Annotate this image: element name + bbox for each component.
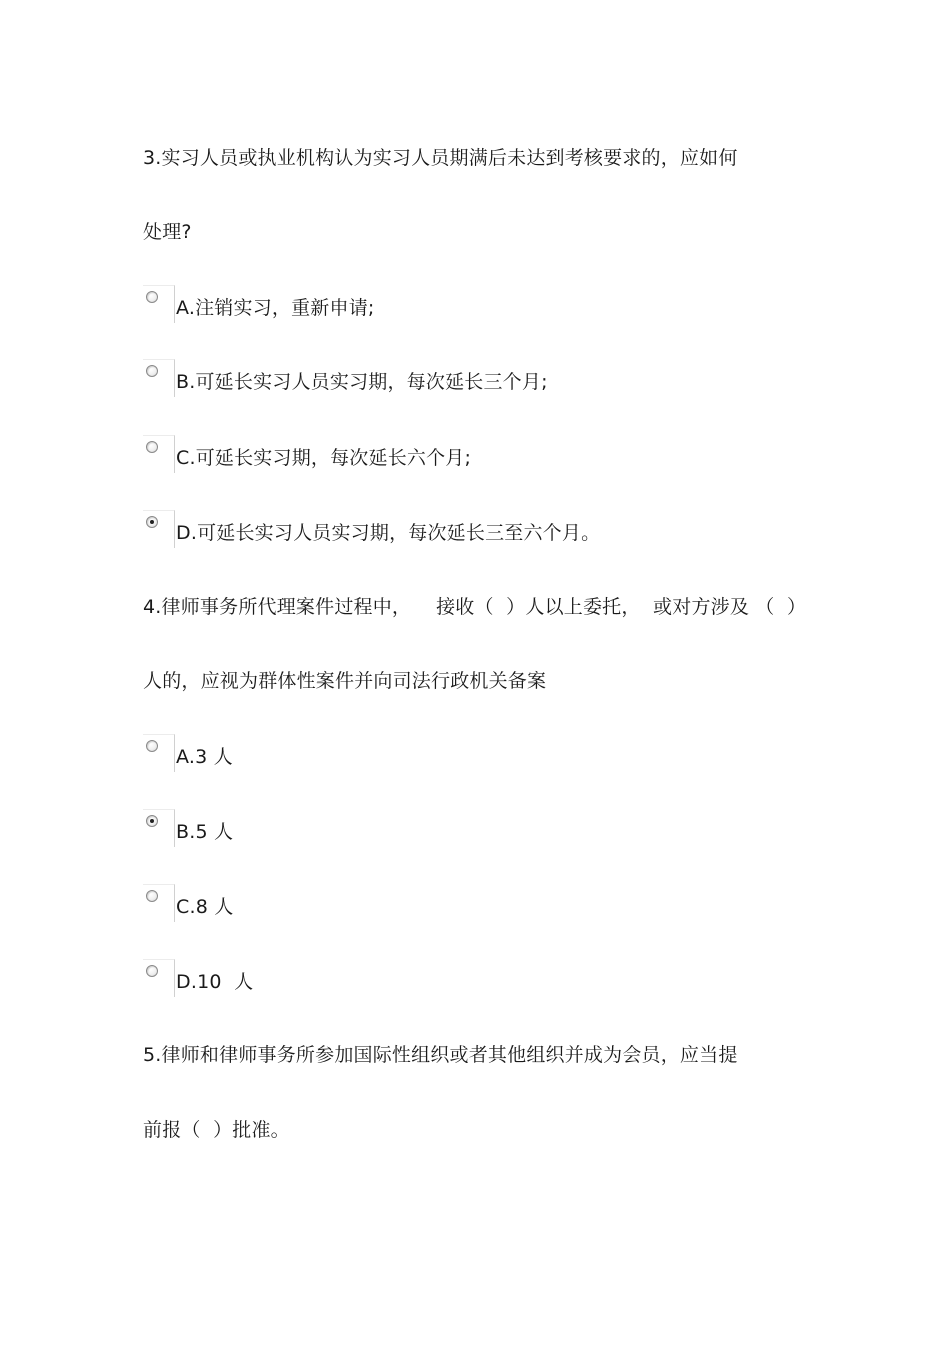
radio-button-q3-d[interactable] <box>146 516 158 528</box>
question-3-text-line-1: 3.实习人员或执业机构认为实习人员期满后未达到考核要求的，应如何 <box>143 147 738 169</box>
option-frame <box>143 359 175 397</box>
question-3-option-a[interactable] <box>143 285 743 325</box>
radio-button-q3-c[interactable] <box>146 441 158 453</box>
option-frame <box>143 884 175 922</box>
radio-button-q4-d[interactable] <box>146 965 158 977</box>
question-4-text-line-2: 人的，应视为群体性案件并向司法行政机关备案 <box>143 670 547 692</box>
option-frame <box>143 734 175 772</box>
option-label: D.可延长实习人员实习期，每次延长三至六个月。 <box>176 522 601 544</box>
option-label: C.可延长实习期，每次延长六个月; <box>176 447 472 469</box>
option-frame <box>143 510 175 548</box>
question-3-option-b[interactable] <box>143 359 743 399</box>
question-3-text-line-2: 处理? <box>143 221 192 243</box>
option-label: C.8 人 <box>176 896 234 918</box>
question-4-option-b[interactable] <box>143 809 743 849</box>
option-frame <box>143 809 175 847</box>
option-label: D.10 人 <box>176 971 254 993</box>
radio-button-q4-c[interactable] <box>146 890 158 902</box>
radio-button-q4-b[interactable] <box>146 815 158 827</box>
option-label: B.5 人 <box>176 821 234 843</box>
radio-button-q4-a[interactable] <box>146 740 158 752</box>
question-5-text-line-2: 前报（ ）批准。 <box>143 1119 290 1141</box>
option-frame <box>143 435 175 473</box>
option-label: A.注销实习，重新申请; <box>176 297 375 319</box>
radio-button-q3-b[interactable] <box>146 365 158 377</box>
question-5-text-line-1: 5.律师和律师事务所参加国际性组织或者其他组织并成为会员，应当提 <box>143 1044 738 1066</box>
question-4-option-d[interactable] <box>143 959 743 999</box>
question-4-text-line-1: 4.律师事务所代理案件过程中， 接收（ ）人以上委托， 或对方涉及 （ ） <box>143 596 807 618</box>
question-3-option-c[interactable] <box>143 435 743 475</box>
question-3-option-d[interactable] <box>143 510 743 550</box>
option-label: B.可延长实习人员实习期，每次延长三个月; <box>176 371 548 393</box>
radio-button-q3-a[interactable] <box>146 291 158 303</box>
question-4-option-a[interactable] <box>143 734 743 774</box>
option-frame <box>143 285 175 323</box>
option-label: A.3 人 <box>176 746 233 768</box>
question-4-option-c[interactable] <box>143 884 743 924</box>
option-frame <box>143 959 175 997</box>
